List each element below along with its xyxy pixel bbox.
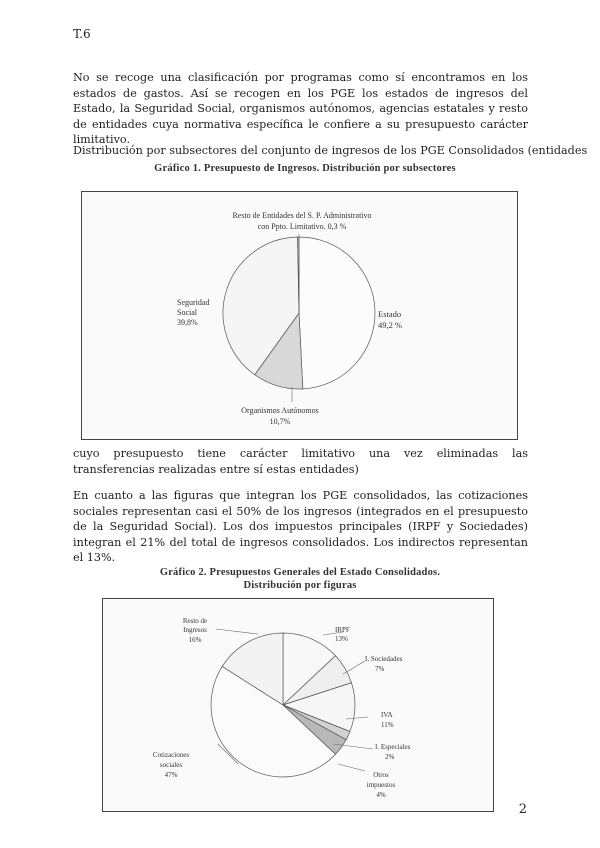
label-otros-line1: Otros bbox=[373, 771, 389, 779]
label-resto-ingresos-line1: Resto de bbox=[182, 617, 208, 625]
paragraph-distribution-intro: Distribución por subsectores del conjunto de ingresos de los PGE Consolidados (entidades bbox=[73, 144, 588, 157]
figure-2-title-line1: Gráfico 2. Presupuestos Generales del Estado Consolidados. bbox=[159, 567, 441, 578]
paragraph-distribution-continued: cuyo presupuesto tiene carácter limitativo una vez eliminadas las transferencias realizadas entre sí estas entidades) bbox=[73, 447, 528, 476]
label-estado-line2: 49,2 % bbox=[378, 320, 403, 330]
paragraph-intro: No se recoge una clasificación por programas como sí encontramos en los estados de gastos. Así se recogen en los PGE los estados de ingresos del Estado, la Seguridad Social, organismos autónomos, agencias estatales y resto de entidades cuya normativa específica le confiere a su presupuesto carácter limitativo. bbox=[73, 71, 528, 146]
label-sociedades-line2: 7% bbox=[375, 665, 385, 673]
label-seguridad-line1: Seguridad bbox=[177, 298, 210, 307]
figure-1-title: Gráfico 1. Presupuesto de Ingresos. Distribución por subsectores bbox=[154, 163, 456, 174]
label-especiales-line2: 2% bbox=[385, 753, 395, 761]
page-header: T.6 bbox=[73, 27, 91, 41]
label-cotizaciones-line3: 47% bbox=[164, 771, 178, 779]
label-iva-line1: IVA bbox=[381, 711, 393, 719]
label-resto-line2: con Ppto. Limitativo. 0,3 % bbox=[257, 222, 347, 231]
label-irpf-line1: IRPF bbox=[335, 626, 350, 634]
label-resto-ingresos-line2: Ingresos bbox=[183, 626, 207, 634]
label-otros-line2: impuestos bbox=[366, 781, 396, 789]
figure-1-pie-chart bbox=[82, 192, 517, 439]
label-irpf-line2: 13% bbox=[335, 635, 348, 643]
paragraph-figures: En cuanto a las figuras que integran los PGE consolidados, las cotizaciones sociales representan casi el 50% de los ingresos (integrados en el presupuesto de la Seguridad Social). Los dos impuestos principales (IRPF y Sociedades) integran el 21% del total de ingresos consolidados. Los indirectos representan el 13%. bbox=[73, 489, 528, 564]
figure-1-frame bbox=[81, 191, 518, 440]
label-resto-line1: Resto de Entidades del S. P. Administrativo bbox=[232, 211, 372, 220]
label-especiales-line1: I. Especiales bbox=[375, 743, 411, 751]
label-seguridad-line2: Social bbox=[177, 308, 197, 317]
figure-2-title-line2: Distribución por figuras bbox=[243, 580, 357, 591]
label-resto-ingresos-line3: 16% bbox=[188, 636, 202, 644]
label-organismos-line2: 10,7% bbox=[269, 417, 291, 426]
label-seguridad-line3: 39,8% bbox=[177, 318, 198, 327]
figure-2-slices bbox=[211, 633, 355, 777]
figure-2-frame bbox=[102, 598, 494, 812]
label-estado-line1: Estado bbox=[378, 309, 402, 319]
figure-1-slices bbox=[223, 237, 375, 389]
label-cotizaciones-line2: sociales bbox=[159, 761, 183, 769]
label-cotizaciones-line1: Cotizaciones bbox=[152, 751, 190, 759]
figure-2-pie-chart bbox=[103, 599, 493, 811]
figure-1-slice-estado bbox=[299, 237, 375, 389]
figure-2-title bbox=[100, 566, 500, 592]
label-otros-line3: 4% bbox=[376, 791, 386, 799]
label-iva-line2: 11% bbox=[381, 721, 394, 729]
label-sociedades-line1: I. Sociedades bbox=[365, 655, 403, 663]
label-organismos-line1: Organismos Autónomos bbox=[241, 406, 319, 415]
page-number: 2 bbox=[518, 802, 527, 817]
